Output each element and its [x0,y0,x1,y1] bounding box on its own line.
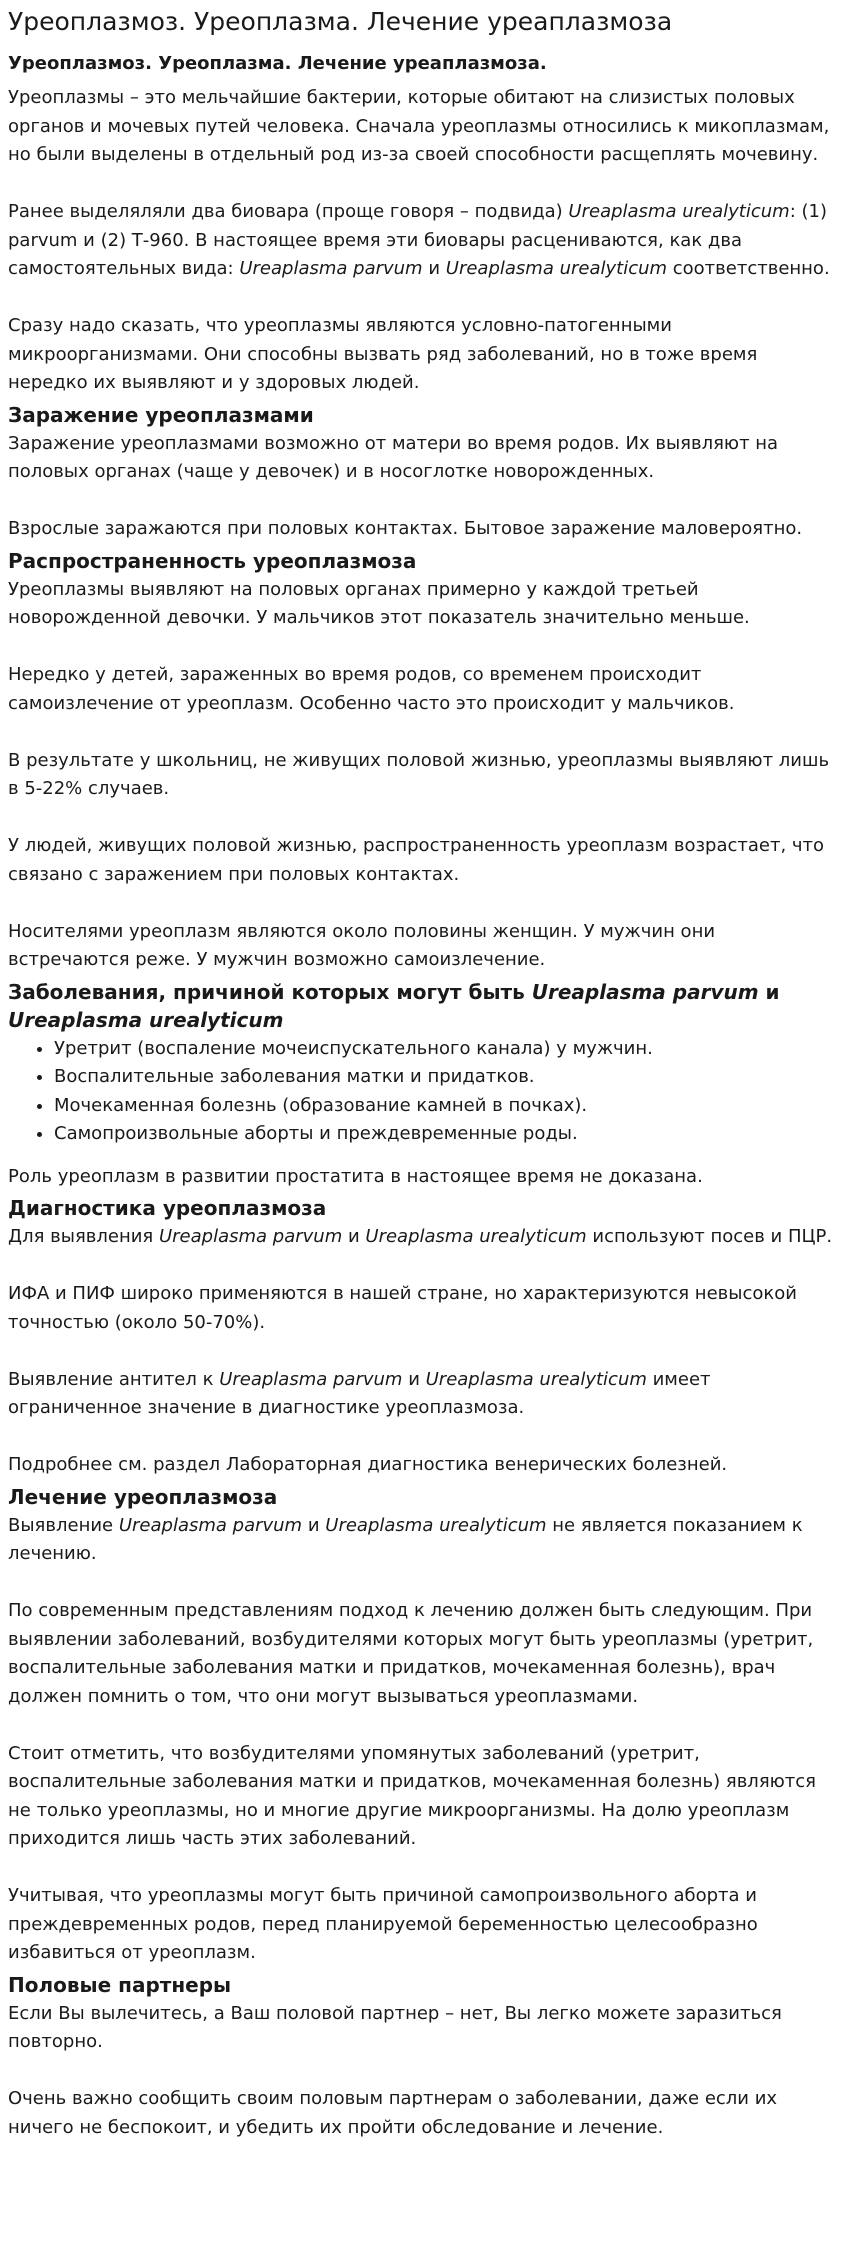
section-heading-infection: Заражение уреоплазмами [8,402,314,427]
species-name: Ureaplasma urealyticum [568,201,790,222]
prevalence-paragraph-2: Нередко у детей, зараженных во время родов, со временем происходит самоизлечение от уреоплазм. Особенно часто это происходит у мальчиков. [8,664,735,714]
text-fragment: и [422,258,446,279]
prevalence-paragraph-3: В результате у школьниц, не живущих половой жизнью, уреоплазмы выявляют лишь в 5-22% случаев. [8,749,830,799]
section-heading-prevalence: Распространенность уреоплазмоза [8,548,417,573]
intro-paragraph-3: Сразу надо сказать, что уреоплазмы являются условно-патогенными микроорганизмами. Они способны вызвать ряд заболеваний, но в тоже время нередко их выявляют и у здоровых людей. [8,315,758,393]
article-lead-title: Уреоплазмоз. Уреоплазма. Лечение уреаплазмоза. [8,53,547,74]
diseases-list [8,1035,839,1149]
species-name: Ureaplasma parvum [118,1514,303,1536]
text-fragment: Выявление антител к [8,1368,220,1390]
text-fragment: используют посев и ПЦР. [586,1226,833,1247]
prevalence-paragraph-4: У людей, живущих половой жизнью, распространенность уреоплазм возрастает, что связано с заражением при половых контактах. [8,835,825,885]
species-name: Ureaplasma urealyticum [325,1514,547,1536]
text-fragment: : (1) parvum и (2) Т-960. В настоящее время эти биовары расцениваются, как два самостоятельных вида: [8,201,827,279]
diagnostics-paragraph-2: ИФА и ПИФ широко применяются в нашей стране, но характеризуются невысокой точностью (около 50-70%). [8,1283,797,1333]
text-fragment: и [302,1514,326,1536]
treatment-paragraph-3: Стоит отметить, что возбудителями упомянутых заболеваний (уретрит, воспалительные заболевания матки и придатков, мочекаменная болезнь) являются не только уреоплазмы, но и многие другие микроорганизмы. На долю уреоплазм приходится лишь часть этих заболеваний. [8,1742,817,1849]
text-fragment: соответственно. [667,258,830,279]
section-heading-diseases [8,978,839,1034]
species-name: Ureaplasma urealyticum [445,258,668,279]
intro-paragraph-1: Уреоплазмы – это мельчайшие бактерии, которые обитают на слизистых половых органов и мочевых путей человека. Сначала уреоплазмы относились к микоплазмам, но были выделены в отдельный род из-за своей способности расщеплять мочевину. [8,87,830,165]
section-heading-treatment: Лечение уреоплазмоза [8,1484,278,1509]
list-item: • Уретрит (воспаление мочеиспускательного канала) у мужчин. [54,1035,839,1064]
list-item: • Мочекаменная болезнь (образование камней в почках). [54,1092,839,1121]
diagnostics-paragraph-1 [8,1223,839,1252]
list-item: • Воспалительные заболевания матки и придатков. [54,1063,839,1092]
treatment-paragraph-1 [8,1512,839,1569]
treatment-paragraph-4: Учитывая, что уреоплазмы могут быть причиной самопроизвольного аборта и преждевременных родов, перед планируемой беременностью целесообразно избавиться от уреоплазм. [8,1885,758,1963]
section-heading-partners: Половые партнеры [8,1972,232,1997]
text-fragment: Для выявления [8,1226,159,1247]
partners-paragraph-1: Если Вы вылечитесь, а Ваш половой партнер – нет, Вы легко можете заразиться повторно. [8,2002,782,2052]
prevalence-paragraph-1: Уреоплазмы выявляют на половых органах примерно у каждой третьей новорожденной девочки. У мальчиков этот показатель значительно меньше. [8,578,750,628]
infection-paragraph-1: Заражение уреоплазмами возможно от матери во время родов. Их выявляют на половых органах (чаще у девочек) и в носоглотке новорожденных. [8,432,779,482]
text-fragment: Выявление [8,1514,119,1536]
section-heading-diagnostics: Диагностика уреоплазмоза [8,1196,327,1220]
diagnostics-paragraph-3 [8,1366,839,1423]
prevalence-paragraph-5: Носителями уреоплазм являются около половины женщин. У мужчин они встречаются реже. У мужчин возможно самоизлечение. [8,920,716,970]
infection-paragraph-2: Взрослые заражаются при половых контактах. Бытовое заражение маловероятно. [8,518,803,539]
species-name: Ureaplasma parvum [158,1226,343,1247]
text-fragment: не является показанием к лечению. [8,1514,803,1564]
heading-fragment: Заболевания, причиной которых могут быть [8,979,532,1004]
species-name: Ureaplasma parvum [219,1368,403,1390]
text-fragment: имеет ограниченное значение в диагностике уреоплазмоза. [8,1368,711,1418]
text-fragment: Ранее выделяляли два биовара (проще говоря – подвида) [8,201,569,222]
heading-fragment: и [758,979,780,1004]
list-item: • Самопроизвольные аборты и преждевременные роды. [54,1120,839,1149]
text-fragment: и [342,1226,366,1247]
partners-paragraph-2: Очень важно сообщить своим половым партнерам о заболевании, даже если их ничего не беспокоит, и убедить их пройти обследование и лечение. [8,2088,778,2138]
page-title: Уреоплазмоз. Уреоплазма. Лечение уреаплазмоза [8,7,673,36]
diseases-note: Роль уреоплазм в развитии простатита в настоящее время не доказана. [8,1165,703,1187]
species-name: Ureaplasma parvum [531,979,759,1004]
diagnostics-paragraph-4: Подробнее см. раздел Лабораторная диагностика венерических болезней. [8,1454,728,1475]
treatment-paragraph-2: По современным представлениям подход к лечению должен быть следующим. При выявлении заболеваний, возбудителями которых могут быть уреоплазмы (уретрит, воспалительные заболевания матки и придатков, мочекаменная болезнь), врач должен помнить о том, что они могут вызываться уреоплазмами. [8,1600,814,1707]
species-name: Ureaplasma urealyticum [425,1368,647,1390]
species-name: Ureaplasma urealyticum [365,1226,587,1247]
text-fragment: и [402,1368,426,1390]
species-name: Ureaplasma parvum [239,258,423,279]
species-name: Ureaplasma urealyticum [8,1007,284,1032]
intro-paragraph-2 [8,198,839,284]
